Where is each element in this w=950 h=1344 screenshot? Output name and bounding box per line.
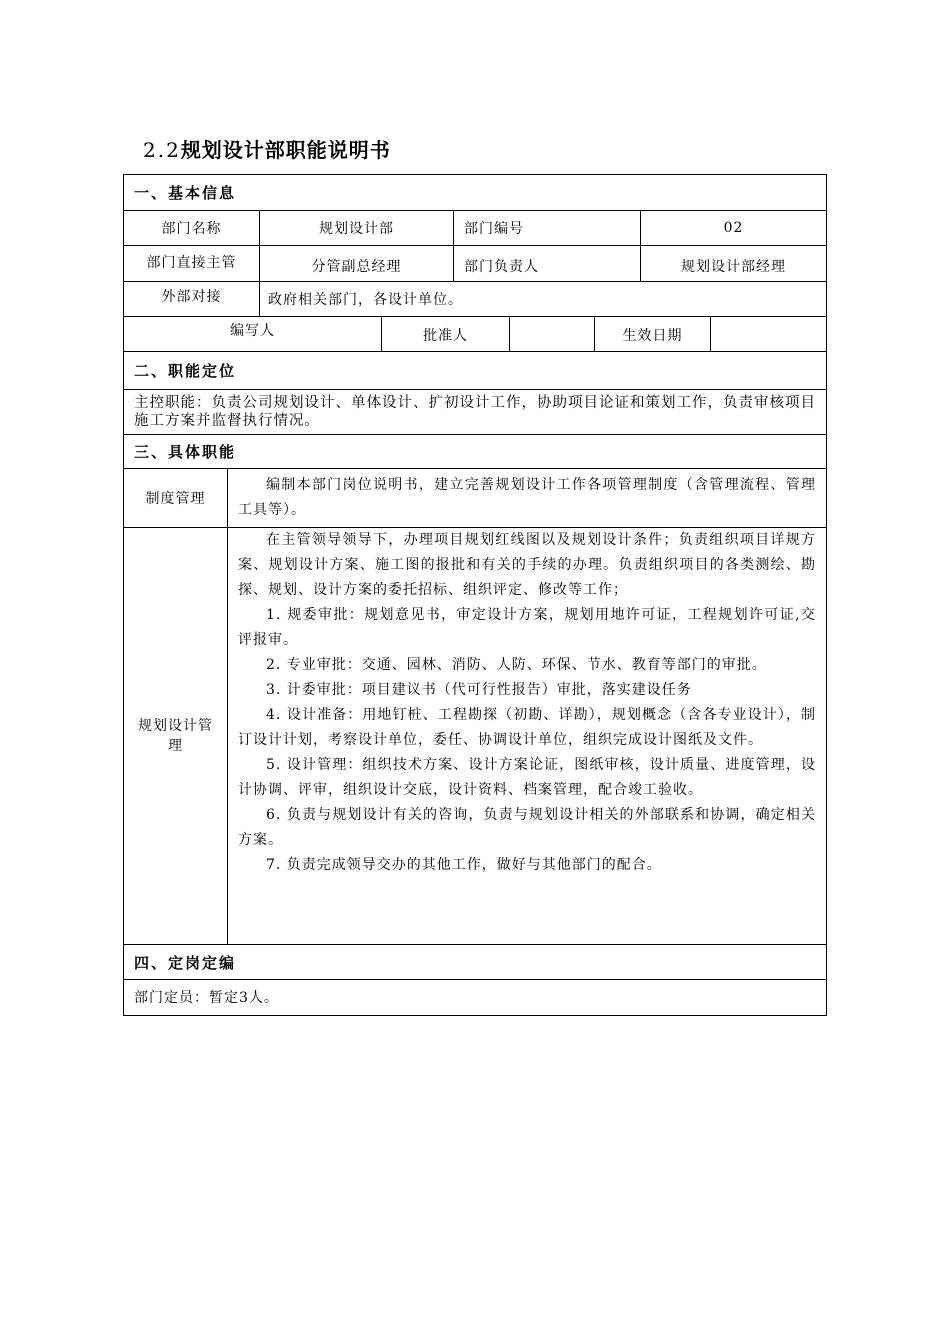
author-label: 编写人 — [124, 317, 382, 351]
function-paragraph: 3. 计委审批：项目建议书（代可行性报告）审批，落实建设任务 — [266, 682, 692, 698]
function-paragraph: 4. 设计准备：用地钉桩、工程勘探（初勘、详勘），规划概念（含各专业设计），制订设计计划，考察设计单位，委任、协调设计单位，组织完成设计图纸及文件。 — [238, 707, 816, 748]
row-function-planning — [124, 528, 826, 945]
section-functions: 三、具体职能 — [124, 435, 826, 469]
function-content-planning — [228, 528, 826, 944]
job-description-table — [123, 174, 827, 1016]
effective-label: 生效日期 — [595, 317, 711, 351]
row-function-system — [124, 469, 826, 528]
section-position: 二、职能定位 — [124, 352, 826, 390]
page-title — [143, 134, 391, 163]
approver-label: 批准人 — [382, 317, 510, 351]
effective-value — [711, 317, 826, 351]
position-text: 主控职能：负责公司规划设计、单体设计、扩初设计工作，协助项目论证和策划工作，负责审核项目施工方案并监督执行情况。 — [134, 395, 816, 429]
dept-name-label: 部门名称 — [124, 211, 260, 245]
head-value: 规划设计部经理 — [681, 259, 786, 275]
approver-value — [510, 317, 595, 351]
function-paragraph: 7. 负责完成领导交办的其他工作，做好与其他部门的配合。 — [266, 857, 662, 873]
row-supervisor — [124, 246, 826, 282]
dept-code-value: 02 — [723, 220, 744, 236]
title-number: 2.2 — [143, 138, 181, 162]
function-label-system: 制度管理 — [124, 469, 228, 527]
function-paragraph: 6. 负责与规划设计有关的咨询，负责与规划设计相关的外部联系和协调，确定相关方案。 — [238, 807, 816, 848]
function-paragraph: 2. 专业审批：交通、园林、消防、人防、环保、节水、教育等部门的审批。 — [266, 657, 767, 673]
function-content-system — [228, 469, 826, 527]
title-text: 规划设计部职能说明书 — [180, 138, 391, 162]
staffing-text: 部门定员：暂定3人。 — [134, 990, 279, 1006]
dept-name-value: 规划设计部 — [260, 211, 454, 245]
head-label: 部门负责人 — [454, 246, 641, 281]
function-paragraph: 1. 规委审批：规划意见书，审定设计方案，规划用地许可证，工程规划许可证,交评报审。 — [238, 607, 816, 648]
section-staffing: 四、定岗定编 — [124, 945, 826, 980]
supervisor-label: 部门直接主管 — [124, 246, 260, 281]
row-approval — [124, 317, 826, 352]
external-label: 外部对接 — [124, 282, 260, 316]
function-paragraph: 编制本部门岗位说明书，建立完善规划设计工作各项管理制度（含管理流程、管理工具等）。 — [238, 477, 816, 518]
function-paragraph: 在主管领导领导下，办理项目规划红线图以及规划设计条件；负责组织项目详规方案、规划设计方案、施工图的报批和有关的手续的办理。负责组织项目的各类测绘、勘探、规划、设计方案的委托招标、组织评定、修改等工作； — [238, 532, 816, 598]
row-position — [124, 390, 826, 435]
section-basic-info: 一、基本信息 — [124, 175, 826, 211]
row-external — [124, 282, 826, 317]
row-dept-name — [124, 211, 826, 246]
function-label-planning: 规划设计管理 — [124, 528, 228, 944]
function-paragraph: 5. 设计管理：组织技术方案、设计方案论证，图纸审核，设计质量、进度管理，设计协调、评审，组织设计交底，设计资料、档案管理，配合竣工验收。 — [238, 757, 816, 798]
external-value: 政府相关部门，各设计单位。 — [268, 292, 463, 308]
supervisor-value: 分管副总经理 — [260, 246, 454, 281]
dept-code-label: 部门编号 — [454, 211, 641, 245]
